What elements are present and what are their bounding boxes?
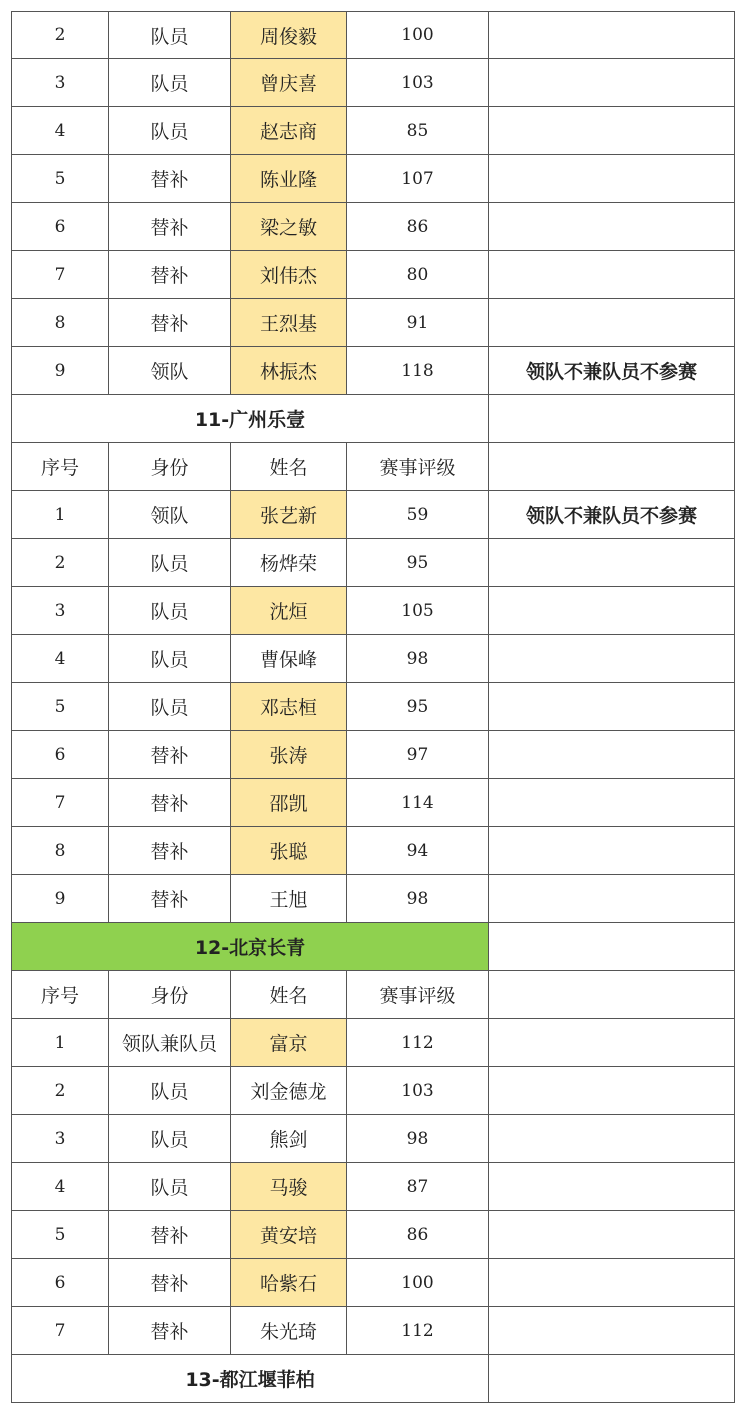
seq-cell: 6 [11,203,109,251]
name-cell: 张聪 [231,827,347,875]
role-cell: 队员 [109,11,231,59]
rating-cell: 95 [347,539,489,587]
seq-cell: 3 [11,59,109,107]
header-role: 身份 [109,443,231,491]
table-row [11,251,735,299]
role-cell: 领队 [109,347,231,395]
seq-cell: 3 [11,1115,109,1163]
header-rating: 赛事评级 [347,443,489,491]
note-cell [489,1211,735,1259]
seq-cell: 1 [11,491,109,539]
table-row [11,11,735,59]
role-cell: 替补 [109,1307,231,1355]
note-cell [489,1019,735,1067]
table-row [11,587,735,635]
table-row [11,539,735,587]
name-cell: 赵志商 [231,107,347,155]
name-cell: 张涛 [231,731,347,779]
role-cell: 队员 [109,59,231,107]
note-cell [489,635,735,683]
header-seq: 序号 [11,443,109,491]
seq-cell: 5 [11,155,109,203]
name-cell: 梁之敏 [231,203,347,251]
seq-cell: 2 [11,11,109,59]
role-cell: 替补 [109,251,231,299]
rating-cell: 87 [347,1163,489,1211]
table-row [11,155,735,203]
seq-cell: 1 [11,1019,109,1067]
table-row [11,875,735,923]
table-row [11,107,735,155]
rating-cell: 105 [347,587,489,635]
header-row [11,443,735,491]
note-cell [489,779,735,827]
table-row [11,491,735,539]
seq-cell: 7 [11,779,109,827]
name-cell: 曾庆喜 [231,59,347,107]
note-cell [489,251,735,299]
role-cell: 队员 [109,587,231,635]
table-row [11,203,735,251]
role-cell: 队员 [109,1115,231,1163]
name-cell: 沈烜 [231,587,347,635]
table-row [11,827,735,875]
rating-cell: 80 [347,251,489,299]
table-row [11,1259,735,1307]
role-cell: 队员 [109,683,231,731]
name-cell: 刘金德龙 [231,1067,347,1115]
note-cell [489,827,735,875]
rating-cell: 112 [347,1019,489,1067]
team-title: 11-广州乐壹 [11,395,489,443]
name-cell: 曹保峰 [231,635,347,683]
team-title-row [11,395,735,443]
seq-cell: 4 [11,635,109,683]
rating-cell: 98 [347,635,489,683]
seq-cell: 8 [11,299,109,347]
table-row [11,1019,735,1067]
rating-cell: 98 [347,875,489,923]
note-cell [489,395,735,443]
rating-cell: 86 [347,203,489,251]
rating-cell: 59 [347,491,489,539]
role-cell: 替补 [109,1259,231,1307]
rating-cell: 91 [347,299,489,347]
seq-cell: 5 [11,683,109,731]
name-cell: 王旭 [231,875,347,923]
note-cell [489,1163,735,1211]
seq-cell: 7 [11,1307,109,1355]
rating-cell: 100 [347,11,489,59]
rating-cell: 103 [347,59,489,107]
role-cell: 替补 [109,299,231,347]
name-cell: 熊剑 [231,1115,347,1163]
seq-cell: 6 [11,731,109,779]
name-cell: 朱光琦 [231,1307,347,1355]
rating-cell: 94 [347,827,489,875]
name-cell: 刘伟杰 [231,251,347,299]
note-cell: 领队不兼队员不参赛 [489,347,735,395]
name-cell: 周俊毅 [231,11,347,59]
table-row [11,779,735,827]
role-cell: 队员 [109,539,231,587]
role-cell: 队员 [109,1163,231,1211]
table-row [11,1307,735,1355]
name-cell: 陈业隆 [231,155,347,203]
rating-cell: 97 [347,731,489,779]
table-row [11,731,735,779]
name-cell: 黄安培 [231,1211,347,1259]
seq-cell: 8 [11,827,109,875]
name-cell: 王烈基 [231,299,347,347]
rating-cell: 98 [347,1115,489,1163]
name-cell: 富京 [231,1019,347,1067]
note-cell: 领队不兼队员不参赛 [489,491,735,539]
seq-cell: 4 [11,1163,109,1211]
table-row [11,1163,735,1211]
seq-cell: 4 [11,107,109,155]
note-cell [489,587,735,635]
table-row [11,635,735,683]
team-title: 13-都江堰菲柏 [11,1355,489,1403]
name-cell: 杨烨荣 [231,539,347,587]
rating-cell: 85 [347,107,489,155]
role-cell: 替补 [109,731,231,779]
table-row [11,1211,735,1259]
team-title-row [11,1355,735,1403]
role-cell: 领队兼队员 [109,1019,231,1067]
table-row [11,683,735,731]
note-cell [489,539,735,587]
note-cell [489,155,735,203]
table-row [11,59,735,107]
note-cell [489,971,735,1019]
note-cell [489,11,735,59]
role-cell: 队员 [109,635,231,683]
seq-cell: 3 [11,587,109,635]
note-cell [489,923,735,971]
rating-cell: 107 [347,155,489,203]
seq-cell: 6 [11,1259,109,1307]
role-cell: 替补 [109,827,231,875]
rating-cell: 112 [347,1307,489,1355]
role-cell: 队员 [109,1067,231,1115]
seq-cell: 7 [11,251,109,299]
note-cell [489,731,735,779]
name-cell: 邓志桓 [231,683,347,731]
table-row [11,299,735,347]
table-row [11,1115,735,1163]
rating-cell: 114 [347,779,489,827]
seq-cell: 9 [11,347,109,395]
name-cell: 哈紫石 [231,1259,347,1307]
note-cell [489,683,735,731]
table-row [11,347,735,395]
header-name: 姓名 [231,971,347,1019]
team-title-row [11,923,735,971]
name-cell: 林振杰 [231,347,347,395]
role-cell: 替补 [109,875,231,923]
role-cell: 替补 [109,155,231,203]
role-cell: 替补 [109,203,231,251]
header-row [11,971,735,1019]
team-title: 12-北京长青 [11,923,489,971]
rating-cell: 118 [347,347,489,395]
note-cell [489,443,735,491]
role-cell: 队员 [109,107,231,155]
note-cell [489,1067,735,1115]
note-cell [489,203,735,251]
name-cell: 邵凯 [231,779,347,827]
header-role: 身份 [109,971,231,1019]
note-cell [489,1259,735,1307]
header-name: 姓名 [231,443,347,491]
table-row [11,1067,735,1115]
note-cell [489,59,735,107]
roster-table [11,11,735,1403]
seq-cell: 9 [11,875,109,923]
role-cell: 替补 [109,1211,231,1259]
header-rating: 赛事评级 [347,971,489,1019]
note-cell [489,1307,735,1355]
role-cell: 替补 [109,779,231,827]
note-cell [489,1115,735,1163]
note-cell [489,1355,735,1403]
name-cell: 马骏 [231,1163,347,1211]
rating-cell: 103 [347,1067,489,1115]
rating-cell: 100 [347,1259,489,1307]
rating-cell: 95 [347,683,489,731]
rating-cell: 86 [347,1211,489,1259]
note-cell [489,875,735,923]
role-cell: 领队 [109,491,231,539]
note-cell [489,299,735,347]
seq-cell: 2 [11,1067,109,1115]
seq-cell: 2 [11,539,109,587]
note-cell [489,107,735,155]
name-cell: 张艺新 [231,491,347,539]
seq-cell: 5 [11,1211,109,1259]
header-seq: 序号 [11,971,109,1019]
